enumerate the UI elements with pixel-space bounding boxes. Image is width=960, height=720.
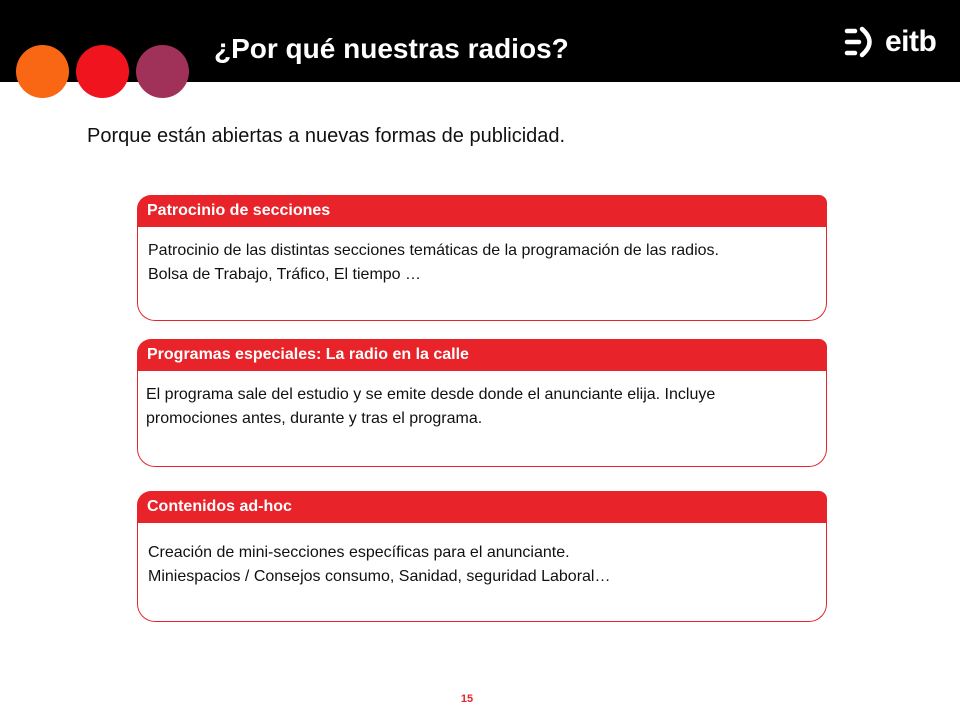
card-contenidos-ad-hoc [137,491,827,622]
orange-circle-decoration [16,45,69,98]
eitb-logo [843,20,947,64]
card-line: Patrocinio de las distintas secciones temáticas de la programación de las radios. [148,242,719,259]
card-text [148,239,818,287]
card-line: Bolsa de Trabajo, Tráfico, El tiempo … [148,266,422,283]
card-body [137,519,827,622]
card-header: Contenidos ad-hoc [137,491,827,523]
card-header: Programas especiales: La radio en la calle [137,339,827,371]
card-header: Patrocinio de secciones [137,195,827,227]
intro-text: Porque están abiertas a nuevas formas de publicidad. [87,125,566,147]
eitb-logo-icon [843,25,883,59]
page-number: 15 [460,693,474,705]
card-line: Creación de mini-secciones específicas para el anunciante. [148,544,570,561]
card-line: Miniespacios / Consejos consumo, Sanidad, seguridad Laboral… [148,568,611,585]
card-line: promociones antes, durante y tras el programa. [146,410,483,427]
card-patrocinio-secciones [137,195,827,321]
card-body [137,367,827,467]
slide-title: ¿Por qué nuestras radios? [214,33,569,64]
card-text [148,541,818,589]
card-line: El programa sale del estudio y se emite desde donde el anunciante elija. Incluye [146,386,716,403]
card-text [146,383,818,431]
card-body [137,223,827,321]
logo-wordmark: eitb [885,25,937,58]
red-circle-decoration [76,45,129,98]
card-programas-especiales [137,339,827,467]
purple-circle-decoration [136,45,189,98]
